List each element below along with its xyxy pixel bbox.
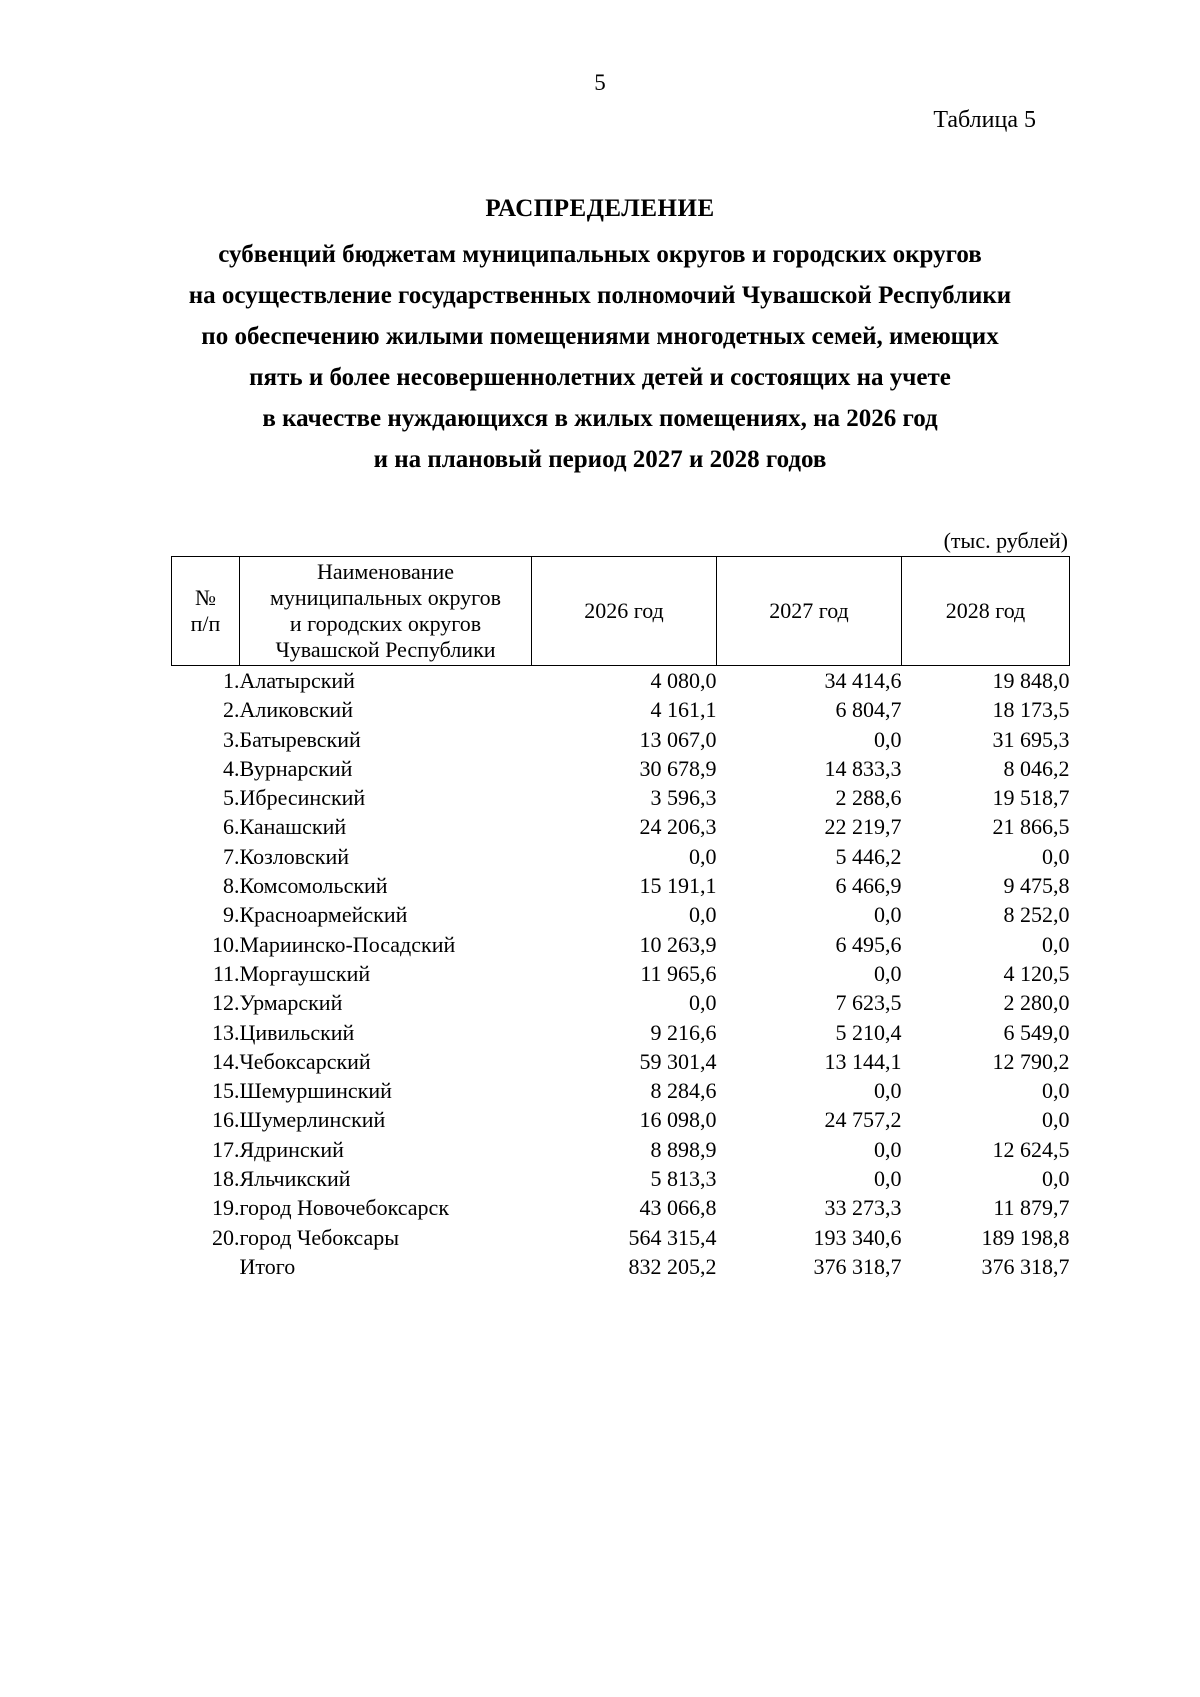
- amount-2027: 6 495,6: [835, 931, 902, 957]
- amount-2028: 189 198,8: [981, 1224, 1070, 1250]
- amount-2028: 9 475,8: [1003, 873, 1070, 899]
- district-name: Козловский: [239, 843, 350, 869]
- district-name: город Новочебоксарск: [239, 1195, 450, 1221]
- amount-2027: 0,0: [874, 1078, 902, 1104]
- subtitle-line: на осуществление государственных полномочий Чувашской Республики: [188, 282, 1012, 309]
- amount-2028: 4 120,5: [1003, 960, 1070, 986]
- header-district-name: [240, 557, 532, 666]
- amount-2027: 6 466,9: [835, 873, 902, 899]
- amount-2027: 14 833,3: [824, 755, 902, 781]
- amount-2026: 3 596,3: [650, 785, 717, 811]
- table-row: [172, 1076, 1070, 1105]
- amount-2028: 0,0: [1042, 1166, 1070, 1192]
- header-number-line: №: [195, 585, 216, 610]
- row-number: 3.: [223, 726, 240, 752]
- subtitle-line: пять и более несовершеннолетних детей и состоящих на учете: [249, 364, 951, 391]
- amount-2027: 0,0: [874, 960, 902, 986]
- table-row: [172, 1193, 1070, 1222]
- amount-2027: 24 757,2: [824, 1107, 902, 1133]
- subtitle-line: по обеспечению жилыми помещениями многодетных семей, имеющих: [201, 323, 999, 350]
- district-name: Чебоксарский: [239, 1048, 371, 1074]
- district-name: город Чебоксары: [239, 1224, 400, 1250]
- district-name: Моргаушский: [239, 960, 371, 986]
- district-name: Ибресинский: [239, 785, 366, 811]
- district-name: Алатырский: [239, 668, 355, 693]
- district-name: Итого: [239, 1253, 296, 1279]
- row-number: 1.: [223, 668, 240, 693]
- district-name: Комсомольский: [239, 873, 388, 899]
- row-number: 20.: [212, 1224, 240, 1250]
- amount-2028: 11 879,7: [993, 1195, 1070, 1221]
- page-number: 5: [594, 70, 606, 95]
- table-row: [172, 754, 1070, 783]
- district-name: Урмарский: [239, 990, 343, 1016]
- header-year-2028: 2028 год: [902, 557, 1070, 666]
- amount-2026: 832 205,2: [628, 1253, 717, 1279]
- amount-2026: 9 216,6: [650, 1019, 717, 1045]
- amount-2026: 15 191,1: [639, 873, 717, 899]
- table-row: [172, 988, 1070, 1017]
- table-row: [172, 930, 1070, 959]
- district-name: Вурнарский: [239, 755, 353, 781]
- amount-2028: 31 695,3: [992, 726, 1070, 752]
- subtitle-line: в качестве нуждающихся в жилых помещениях, на 2026 год: [262, 405, 938, 432]
- row-number: 12.: [212, 990, 240, 1016]
- amount-2027: 5 210,4: [835, 1019, 902, 1045]
- amount-2028: 6 549,0: [1003, 1019, 1070, 1045]
- table-row: [172, 1018, 1070, 1047]
- row-number: 2.: [223, 697, 240, 723]
- table-row: [172, 695, 1070, 724]
- table-row: [172, 1135, 1070, 1164]
- amount-2028: 8 252,0: [1003, 902, 1070, 928]
- amount-2027: 33 273,3: [824, 1195, 902, 1221]
- header-name-line: муниципальных округов: [269, 585, 502, 610]
- amount-2028: 376 318,7: [981, 1253, 1070, 1279]
- table-body: [172, 666, 1070, 1282]
- amount-2028: 0,0: [1042, 1078, 1070, 1104]
- table-row: [172, 666, 1070, 696]
- amount-2027: 13 144,1: [824, 1048, 902, 1074]
- amount-2026: 24 206,3: [639, 814, 717, 840]
- table-row: [172, 871, 1070, 900]
- table-row: [172, 900, 1070, 929]
- row-number: 9.: [223, 902, 240, 928]
- document-title: РАСПРЕДЕЛЕНИЕ: [485, 195, 715, 222]
- amount-2026: 4 161,1: [650, 697, 717, 723]
- district-name: Мариинско-Посадский: [239, 931, 456, 957]
- amount-2026: 16 098,0: [639, 1107, 717, 1133]
- table-row: [172, 1105, 1070, 1134]
- district-name: Ядринский: [239, 1136, 344, 1162]
- amount-2028: 2 280,0: [1003, 990, 1070, 1016]
- amount-2027: 6 804,7: [835, 697, 902, 723]
- subtitle-line: субвенций бюджетам муниципальных округов и городских округов: [218, 241, 982, 268]
- amount-2026: 5 813,3: [650, 1166, 717, 1192]
- amount-2027: 2 288,6: [835, 785, 902, 811]
- subvention-table: [171, 556, 1070, 1281]
- amount-2027: 34 414,6: [824, 668, 902, 693]
- amount-2028: 8 046,2: [1003, 755, 1070, 781]
- row-number: [172, 1252, 240, 1281]
- amount-2028: 18 173,5: [992, 697, 1070, 723]
- district-name: Батыревский: [239, 726, 361, 752]
- row-number: 4.: [223, 755, 240, 781]
- amount-2028: 0,0: [1042, 843, 1070, 869]
- amount-2027: 0,0: [874, 726, 902, 752]
- district-name: Яльчикский: [239, 1166, 351, 1192]
- row-number: 15.: [212, 1078, 240, 1104]
- amount-2026: 59 301,4: [639, 1048, 717, 1074]
- row-number: 14.: [212, 1048, 240, 1074]
- row-number: 6.: [223, 814, 240, 840]
- district-name: Аликовский: [239, 697, 353, 723]
- amount-2026: 0,0: [689, 843, 717, 869]
- units-note: (тыс. рублей): [943, 528, 1068, 553]
- district-name: Красноармейский: [239, 902, 408, 928]
- header-number: [172, 557, 240, 666]
- row-number: 16.: [212, 1107, 240, 1133]
- amount-2026: 0,0: [689, 990, 717, 1016]
- amount-2027: 22 219,7: [824, 814, 902, 840]
- row-number: 13.: [212, 1019, 240, 1045]
- district-name: Шумерлинский: [239, 1107, 386, 1133]
- subtitle-line: и на плановый период 2027 и 2028 годов: [373, 446, 827, 473]
- row-number: 19.: [212, 1195, 240, 1221]
- header-number-line: п/п: [190, 611, 221, 636]
- amount-2027: 0,0: [874, 1136, 902, 1162]
- amount-2027: 376 318,7: [813, 1253, 902, 1279]
- document-subtitle: [0, 234, 1200, 480]
- amount-2026: 11 965,6: [640, 960, 717, 986]
- header-name-line: Наименование: [316, 559, 455, 584]
- table-label: Таблица 5: [933, 107, 1036, 133]
- row-number: 8.: [223, 873, 240, 899]
- amount-2027: 193 340,6: [813, 1224, 902, 1250]
- row-number: 5.: [223, 785, 240, 811]
- header-name-line: и городских округов: [289, 611, 482, 636]
- table-header-row: [172, 557, 1070, 666]
- amount-2026: 43 066,8: [639, 1195, 717, 1221]
- table-row: [172, 959, 1070, 988]
- district-name: Цивильский: [239, 1019, 355, 1045]
- total-row: [172, 1252, 1070, 1281]
- table-row: [172, 1223, 1070, 1252]
- amount-2028: 0,0: [1042, 1107, 1070, 1133]
- header-year-2026: 2026 год: [532, 557, 717, 666]
- amount-2028: 19 848,0: [992, 668, 1070, 693]
- amount-2028: 21 866,5: [992, 814, 1070, 840]
- table-row: [172, 783, 1070, 812]
- amount-2028: 12 624,5: [992, 1136, 1070, 1162]
- amount-2028: 19 518,7: [992, 785, 1070, 811]
- row-number: 18.: [212, 1166, 240, 1192]
- amount-2026: 564 315,4: [628, 1224, 717, 1250]
- amount-2027: 5 446,2: [835, 843, 902, 869]
- district-name: Шемуршинский: [239, 1078, 392, 1104]
- table-row: [172, 842, 1070, 871]
- table-row: [172, 1164, 1070, 1193]
- amount-2027: 0,0: [874, 1166, 902, 1192]
- amount-2026: 10 263,9: [639, 931, 717, 957]
- amount-2028: 0,0: [1042, 931, 1070, 957]
- amount-2027: 7 623,5: [835, 990, 902, 1016]
- table-row: [172, 812, 1070, 841]
- amount-2026: 13 067,0: [639, 726, 717, 752]
- row-number: 10.: [212, 931, 240, 957]
- amount-2028: 12 790,2: [992, 1048, 1070, 1074]
- amount-2026: 0,0: [689, 902, 717, 928]
- amount-2026: 4 080,0: [650, 668, 717, 693]
- header-name-line: Чувашской Республики: [275, 637, 496, 662]
- row-number: 17.: [212, 1136, 240, 1162]
- row-number: 11.: [212, 960, 240, 986]
- row-number: 7.: [223, 843, 240, 869]
- amount-2027: 0,0: [874, 902, 902, 928]
- amount-2026: 8 898,9: [650, 1136, 717, 1162]
- district-name: Канашский: [239, 814, 347, 840]
- amount-2026: 30 678,9: [639, 755, 717, 781]
- table-row: [172, 1047, 1070, 1076]
- amount-2026: 8 284,6: [650, 1078, 717, 1104]
- table-row: [172, 725, 1070, 754]
- header-year-2027: 2027 год: [717, 557, 902, 666]
